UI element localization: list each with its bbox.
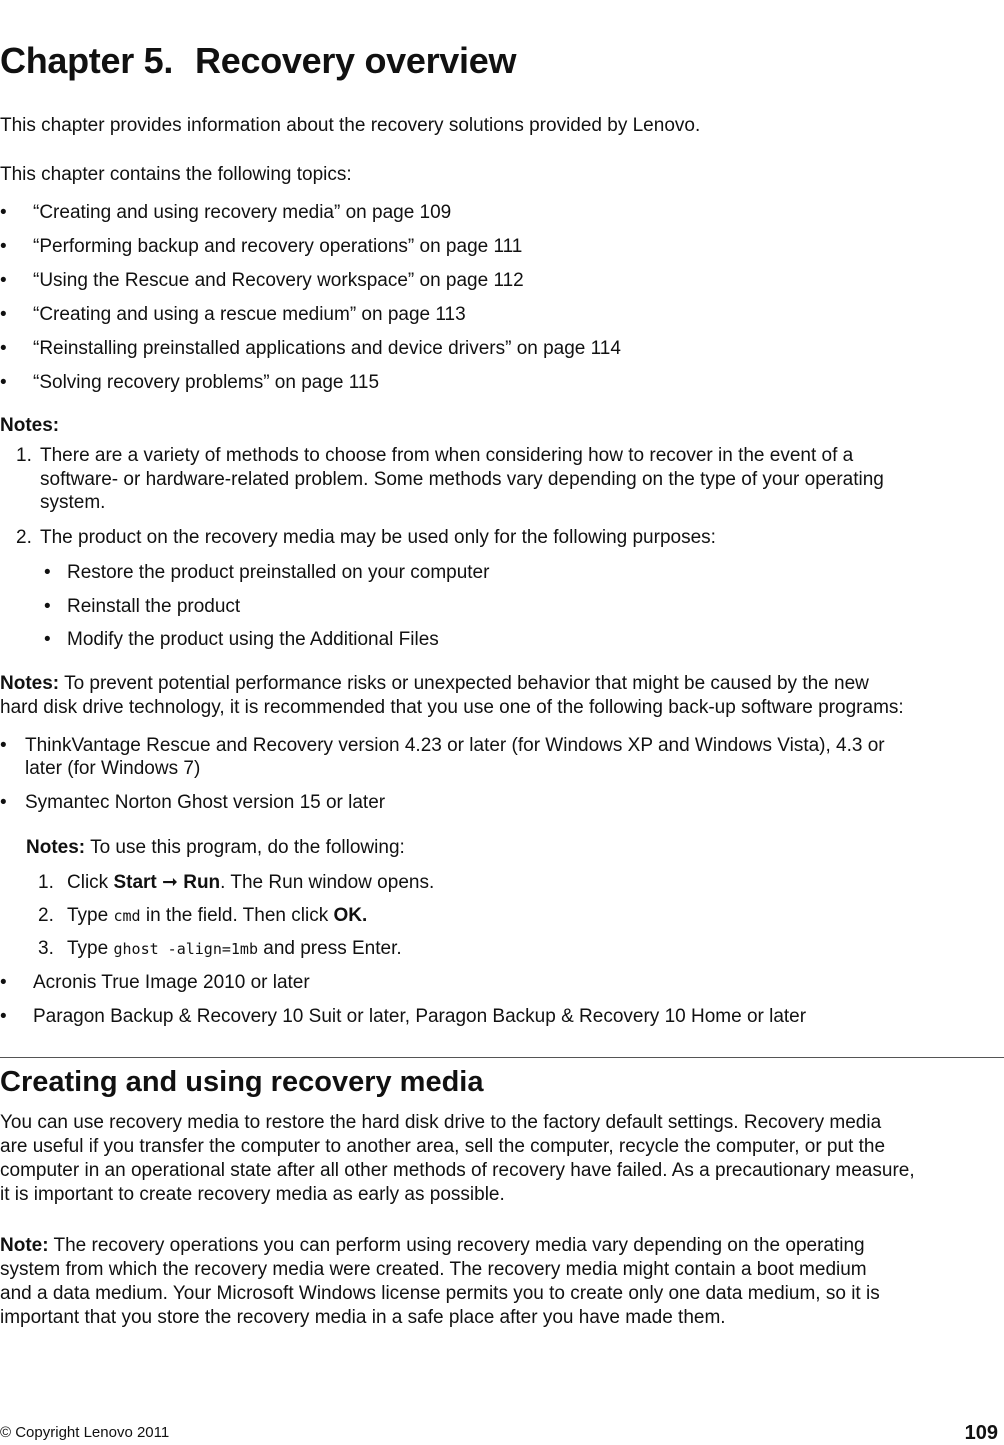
list-item: • Modify the product using the Additional Files: [44, 629, 439, 650]
ok-ref: OK.: [333, 905, 368, 926]
step-number: 3.: [38, 938, 54, 959]
chapter-title: Recovery overview: [195, 40, 517, 81]
list-item: • Symantec Norton Ghost version 15 or later: [0, 792, 386, 813]
code-ghost: ghost -align=1mb: [113, 940, 258, 958]
step-text-part: Click: [67, 872, 109, 893]
chapter-number: Chapter 5.: [0, 40, 174, 81]
note-item-number: 2.: [16, 527, 32, 548]
note-text: system from which the recovery media were created. The recovery media might contain a boot medium: [0, 1259, 867, 1280]
topic-link-2[interactable]: “Performing backup and recovery operations” on page 111: [33, 236, 523, 257]
notes-text: To prevent potential performance risks or unexpected behavior that might be caused by the new: [64, 673, 869, 694]
list-item: • Restore the product preinstalled on your computer: [44, 562, 490, 583]
section-paragraph: You can use recovery media to restore the hard disk drive to the factory default settings. Recovery media: [0, 1112, 882, 1133]
note-text: important that you store the recovery media in a safe place after you have made them.: [0, 1307, 726, 1328]
topic-link-1[interactable]: “Creating and using recovery media” on page 109: [33, 202, 452, 223]
list-item: • Acronis True Image 2010 or later: [0, 972, 310, 993]
note-text: and a data medium. Your Microsoft Windows license permits you to create only one data medium, so it is: [0, 1283, 880, 1304]
section-heading: Creating and using recovery media: [0, 1066, 484, 1098]
notes-label: Notes:: [0, 673, 60, 694]
list-item: • “Creating and using recovery media” on page 109: [0, 202, 452, 223]
list-item: • “Solving recovery problems” on page 115: [0, 372, 380, 393]
program-text: Acronis True Image 2010 or later: [33, 972, 310, 993]
arrow-icon: ➞: [162, 872, 178, 893]
notes-label: Notes:: [26, 837, 86, 858]
notes-text: To use this program, do the following:: [90, 837, 405, 858]
intro-paragraph: This chapter provides information about the recovery solutions provided by Lenovo.: [0, 115, 701, 136]
list-item: • Paragon Backup & Recovery 10 Suit or later, Paragon Backup & Recovery 10 Home or later: [0, 1006, 807, 1027]
list-item: • “Creating and using a rescue medium” on page 113: [0, 304, 466, 325]
list-item: • “Performing backup and recovery operations” on page 111: [0, 236, 523, 257]
note-text: The recovery operations you can perform using recovery media vary depending on the operating: [53, 1235, 865, 1256]
purpose-text: Modify the product using the Additional Files: [67, 629, 439, 650]
step-number: 1.: [38, 872, 54, 893]
step-text: [67, 937, 402, 961]
note-item-text: There are a variety of methods to choose from when considering how to recover in the event of a: [40, 445, 854, 466]
notes-label: Notes:: [0, 415, 60, 436]
step-text-part: in the field. Then click: [145, 905, 329, 926]
step-text-part: and press Enter.: [263, 938, 402, 959]
note-paragraph: [0, 1234, 865, 1258]
step-text: [67, 904, 367, 928]
list-item: • ThinkVantage Rescue and Recovery version 4.23 or later (for Windows XP and Windows Vista), 4.3 or: [0, 735, 885, 756]
topics-intro: This chapter contains the following topics:: [0, 164, 352, 185]
run-ref: Run: [183, 872, 221, 893]
step-text-part: Type: [67, 905, 109, 926]
notes-text: hard disk drive technology, it is recommended that you use one of the following back-up software programs:: [0, 697, 904, 718]
step-text-part: Type: [67, 938, 109, 959]
topic-link-5[interactable]: “Reinstalling preinstalled applications and device drivers” on page 114: [33, 338, 621, 359]
code-cmd: cmd: [113, 907, 141, 925]
section-divider: [0, 1057, 1004, 1058]
note-item-number: 1.: [16, 445, 32, 466]
program-text: later (for Windows 7): [25, 758, 201, 779]
topic-link-3[interactable]: “Using the Rescue and Recovery workspace” on page 112: [33, 270, 524, 291]
program-text: Symantec Norton Ghost version 15 or later: [25, 792, 386, 813]
section-paragraph: are useful if you transfer the computer to another area, sell the computer, recycle the computer, or put the: [0, 1136, 886, 1157]
start-menu-ref: Start: [113, 872, 157, 893]
page-number: 109: [964, 1422, 998, 1444]
topic-link-6[interactable]: “Solving recovery problems” on page 115: [33, 372, 380, 393]
note-label: Note:: [0, 1235, 49, 1256]
list-item: • “Using the Rescue and Recovery workspace” on page 112: [0, 270, 524, 291]
purpose-text: Reinstall the product: [67, 596, 241, 617]
program-text: ThinkVantage Rescue and Recovery version 4.23 or later (for Windows XP and Windows Vista), 4.3 or: [25, 735, 885, 756]
section-paragraph: computer in an operational state after all other methods of recovery have failed. As a precautionary measure,: [0, 1160, 915, 1181]
step-text-part: . The Run window opens.: [220, 872, 435, 893]
section-paragraph: it is important to create recovery media as early as possible.: [0, 1184, 505, 1205]
list-item: • Reinstall the product: [44, 596, 241, 617]
list-item: • “Reinstalling preinstalled applications and device drivers” on page 114: [0, 338, 621, 359]
step-number: 2.: [38, 905, 54, 926]
topic-link-4[interactable]: “Creating and using a rescue medium” on page 113: [33, 304, 466, 325]
chapter-heading: [0, 40, 516, 82]
copyright: © Copyright Lenovo 2011: [0, 1424, 170, 1441]
step-text: [67, 871, 434, 895]
note-item-text: system.: [40, 492, 106, 513]
purpose-text: Restore the product preinstalled on your computer: [67, 562, 490, 583]
program-text: Paragon Backup & Recovery 10 Suit or later, Paragon Backup & Recovery 10 Home or later: [33, 1006, 807, 1027]
notes-paragraph: [0, 672, 869, 696]
note-item-text: software- or hardware-related problem. Some methods vary depending on the type of your operating: [40, 469, 884, 490]
note-item-text: The product on the recovery media may be used only for the following purposes:: [40, 527, 716, 548]
sub-notes: [26, 836, 405, 860]
